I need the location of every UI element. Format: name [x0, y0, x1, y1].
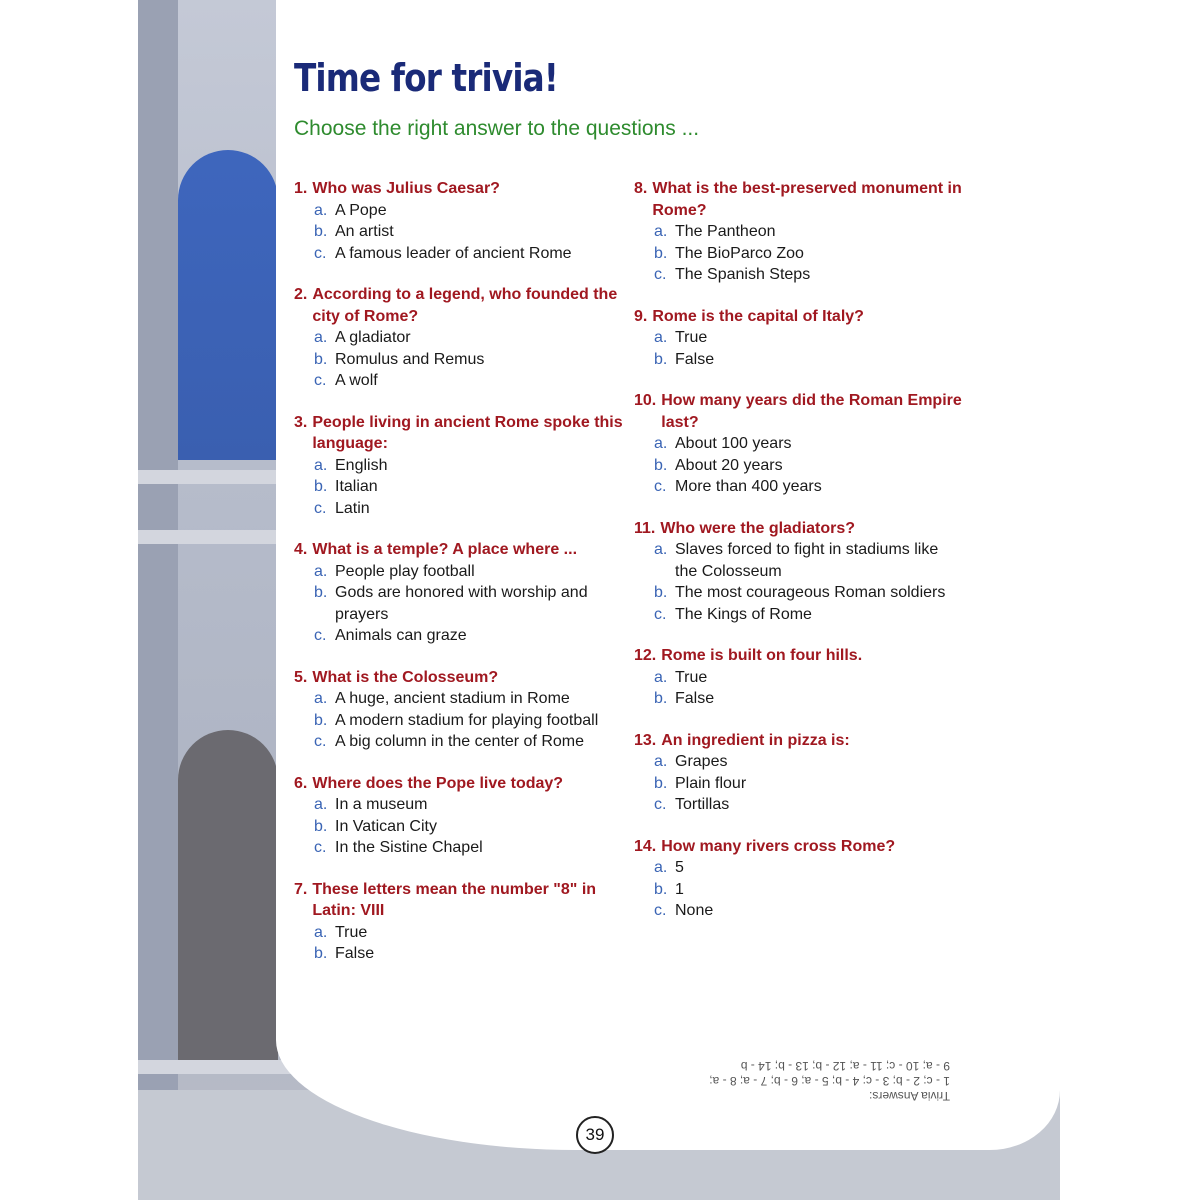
answer-option	[294, 582, 624, 625]
question-label: What is the Colosseum?	[312, 668, 499, 686]
question	[294, 879, 624, 965]
option-letter: a.	[314, 201, 328, 219]
question-label: Where does the Pope live today?	[312, 774, 564, 792]
answers-heading: Trivia Answers:	[869, 1089, 950, 1103]
question-label: What is the best-preserved monument in Rome?	[652, 180, 962, 219]
option-text: In Vatican City	[335, 817, 437, 835]
option-text: Romulus and Remus	[335, 350, 485, 368]
question-label: An ingredient in pizza is:	[661, 731, 850, 749]
answer-option	[634, 455, 964, 477]
question	[634, 730, 964, 816]
answer-option	[294, 794, 624, 816]
option-text: An artist	[335, 223, 394, 240]
question-number: 1.	[294, 180, 308, 197]
question-number: 13.	[634, 731, 657, 749]
option-letter: a.	[654, 435, 668, 452]
option-text: About 20 years	[675, 456, 783, 474]
question-text	[634, 518, 964, 540]
answer-option	[634, 582, 964, 604]
question-label: Rome is the capital of Italy?	[652, 307, 864, 325]
option-text: A wolf	[335, 372, 378, 389]
option-letter: c.	[314, 627, 327, 644]
option-letter: a.	[314, 329, 328, 346]
option-text: Grapes	[675, 753, 728, 770]
question-text	[294, 539, 624, 561]
question-text	[294, 412, 624, 455]
answer-option	[294, 625, 624, 647]
option-text: The most courageous Roman soldiers	[675, 584, 946, 601]
option-letter: a.	[314, 562, 328, 580]
question-label: How many years did the Roman Empire last?	[661, 392, 962, 431]
question	[634, 178, 964, 286]
option-text: 1	[675, 880, 684, 898]
option-letter: a.	[654, 668, 668, 686]
question-text	[634, 730, 964, 752]
question	[634, 306, 964, 371]
answer-option	[634, 879, 964, 901]
option-text: A huge, ancient stadium in Rome	[335, 690, 570, 707]
answer-option	[634, 433, 964, 455]
question-number: 7.	[294, 880, 308, 898]
question-text	[634, 645, 964, 667]
question	[294, 412, 624, 520]
option-text: 5	[675, 859, 684, 876]
answer-option	[294, 243, 624, 265]
option-letter: b.	[314, 350, 328, 368]
question-label: Rome is built on four hills.	[661, 647, 863, 664]
answer-option	[294, 731, 624, 753]
answer-option	[294, 200, 624, 222]
answer-option	[634, 604, 964, 626]
option-text: Italian	[335, 478, 378, 495]
option-letter: a.	[654, 859, 668, 876]
question-label: What is a temple? A place where ...	[312, 541, 578, 558]
question	[634, 645, 964, 710]
option-text: True	[675, 668, 708, 686]
answer-option	[294, 498, 624, 520]
option-letter: b.	[654, 690, 668, 707]
option-letter: a.	[654, 753, 668, 770]
option-text: The Spanish Steps	[675, 266, 811, 283]
option-letter: b.	[654, 774, 668, 792]
option-letter: b.	[314, 584, 328, 601]
option-text: Animals can graze	[335, 627, 467, 644]
question-number: 10.	[634, 392, 657, 409]
option-letter: a.	[314, 796, 328, 813]
answer-option	[634, 264, 964, 286]
option-letter: a.	[314, 690, 328, 707]
question-text	[294, 284, 624, 327]
option-text: The Pantheon	[675, 223, 776, 240]
option-text: More than 400 years	[675, 478, 822, 495]
answer-option	[294, 349, 624, 371]
answer-option	[634, 751, 964, 773]
option-letter: b.	[314, 817, 328, 835]
answer-option	[294, 837, 624, 859]
answer-option	[634, 857, 964, 879]
question	[634, 390, 964, 498]
option-text: Tortillas	[675, 796, 730, 813]
question-label: According to a legend, who founded the city of Rome?	[312, 286, 618, 325]
answer-option	[634, 688, 964, 710]
answer-option	[634, 900, 964, 922]
option-letter: c.	[654, 796, 667, 813]
question-label: Who were the gladiators?	[660, 519, 856, 537]
question-label: Who was Julius Caesar?	[312, 180, 500, 197]
option-letter: c.	[314, 244, 327, 262]
option-text: A gladiator	[335, 329, 411, 346]
answer-option	[634, 327, 964, 349]
option-text: Plain flour	[675, 774, 747, 792]
answer-option	[294, 455, 624, 477]
option-text: In the Sistine Chapel	[335, 839, 483, 856]
answer-option	[634, 476, 964, 498]
answers-line-1: 1 - c; 2 - b; 3 - c; 4 - b; 5 - a; 6 - b; 7 - a; 8 - a;	[709, 1074, 950, 1088]
questions-right-column	[634, 178, 964, 942]
option-letter: b.	[654, 584, 668, 601]
option-text: A Pope	[335, 201, 387, 219]
option-text: A big column in the center of Rome	[335, 733, 585, 750]
question-label: These letters mean the number "8" in Latin: VIII	[312, 880, 597, 919]
answer-option	[294, 370, 624, 392]
option-letter: c.	[314, 499, 327, 517]
answer-option	[294, 476, 624, 498]
option-text: English	[335, 456, 388, 474]
option-text: False	[675, 350, 715, 368]
option-letter: b.	[654, 244, 668, 262]
question-text	[294, 879, 624, 922]
option-text: People play football	[335, 562, 475, 580]
option-letter: c.	[314, 372, 327, 389]
question-number: 5.	[294, 668, 308, 686]
option-text: The BioParco Zoo	[675, 244, 804, 262]
option-letter: b.	[314, 711, 328, 729]
answer-option	[294, 710, 624, 732]
page-title: Time for trivia!	[294, 56, 558, 100]
question-number: 9.	[634, 307, 648, 325]
trivia-answers-upside-down	[640, 1058, 950, 1103]
option-text: About 100 years	[675, 435, 792, 452]
option-letter: a.	[314, 923, 328, 941]
question-number: 3.	[294, 413, 308, 431]
question	[294, 178, 624, 264]
answer-option	[634, 794, 964, 816]
question-number: 8.	[634, 180, 648, 197]
option-text: False	[335, 945, 375, 962]
answer-option	[634, 221, 964, 243]
option-letter: c.	[314, 733, 327, 750]
answer-option	[634, 349, 964, 371]
answer-option	[294, 561, 624, 583]
question-number: 2.	[294, 286, 308, 303]
option-text: True	[675, 329, 708, 346]
option-text: False	[675, 690, 715, 707]
option-text: Gods are honored with worship and prayers	[335, 584, 588, 623]
question-label: How many rivers cross Rome?	[661, 837, 896, 855]
option-letter: b.	[654, 456, 668, 474]
question-text	[634, 178, 964, 221]
question-text	[294, 667, 624, 689]
option-text: True	[335, 923, 368, 941]
answer-option	[294, 327, 624, 349]
option-letter: c.	[314, 839, 327, 856]
question	[294, 667, 624, 753]
question-text	[634, 836, 964, 858]
answer-option	[294, 943, 624, 965]
option-letter: b.	[654, 350, 668, 368]
question-text	[294, 773, 624, 795]
question-text	[634, 390, 964, 433]
question	[634, 518, 964, 626]
option-letter: a.	[654, 541, 668, 558]
option-text: A modern stadium for playing football	[335, 711, 599, 729]
answer-option	[294, 688, 624, 710]
answer-option	[294, 816, 624, 838]
option-text: The Kings of Rome	[675, 605, 812, 623]
option-text: Slaves forced to fight in stadiums like the Colosseum	[675, 541, 939, 580]
question-number: 6.	[294, 774, 308, 792]
option-text: None	[675, 902, 714, 919]
questions-left-column	[294, 178, 624, 985]
option-letter: b.	[314, 945, 328, 962]
option-letter: a.	[654, 223, 668, 240]
answer-option	[634, 667, 964, 689]
answer-option	[634, 773, 964, 795]
page-number: 39	[576, 1116, 614, 1154]
answers-line-2: 9 - a; 10 - c; 11 - a; 12 - b; 13 - b; 14 - b	[740, 1059, 950, 1073]
question	[294, 539, 624, 647]
answer-option	[634, 243, 964, 265]
option-letter: c.	[654, 902, 667, 919]
option-letter: c.	[654, 605, 667, 623]
answer-option	[294, 922, 624, 944]
option-text: A famous leader of ancient Rome	[335, 244, 572, 262]
question-number: 14.	[634, 837, 657, 855]
question-number: 12.	[634, 647, 657, 664]
answer-option	[634, 539, 964, 582]
question-text	[294, 178, 624, 200]
option-letter: b.	[314, 478, 328, 495]
answer-option	[294, 221, 624, 243]
question-number: 11.	[634, 519, 656, 537]
page-subtitle: Choose the right answer to the questions ...	[294, 117, 700, 140]
option-letter: b.	[654, 880, 668, 898]
question-text	[634, 306, 964, 328]
option-letter: b.	[314, 223, 328, 240]
option-letter: a.	[314, 456, 328, 474]
question	[634, 836, 964, 922]
option-letter: c.	[654, 478, 667, 495]
question	[294, 773, 624, 859]
option-text: In a museum	[335, 796, 428, 813]
question-label: People living in ancient Rome spoke this language:	[312, 413, 623, 452]
option-letter: c.	[654, 266, 667, 283]
question-number: 4.	[294, 541, 308, 558]
question	[294, 284, 624, 392]
option-text: Latin	[335, 499, 370, 517]
option-letter: a.	[654, 329, 668, 346]
